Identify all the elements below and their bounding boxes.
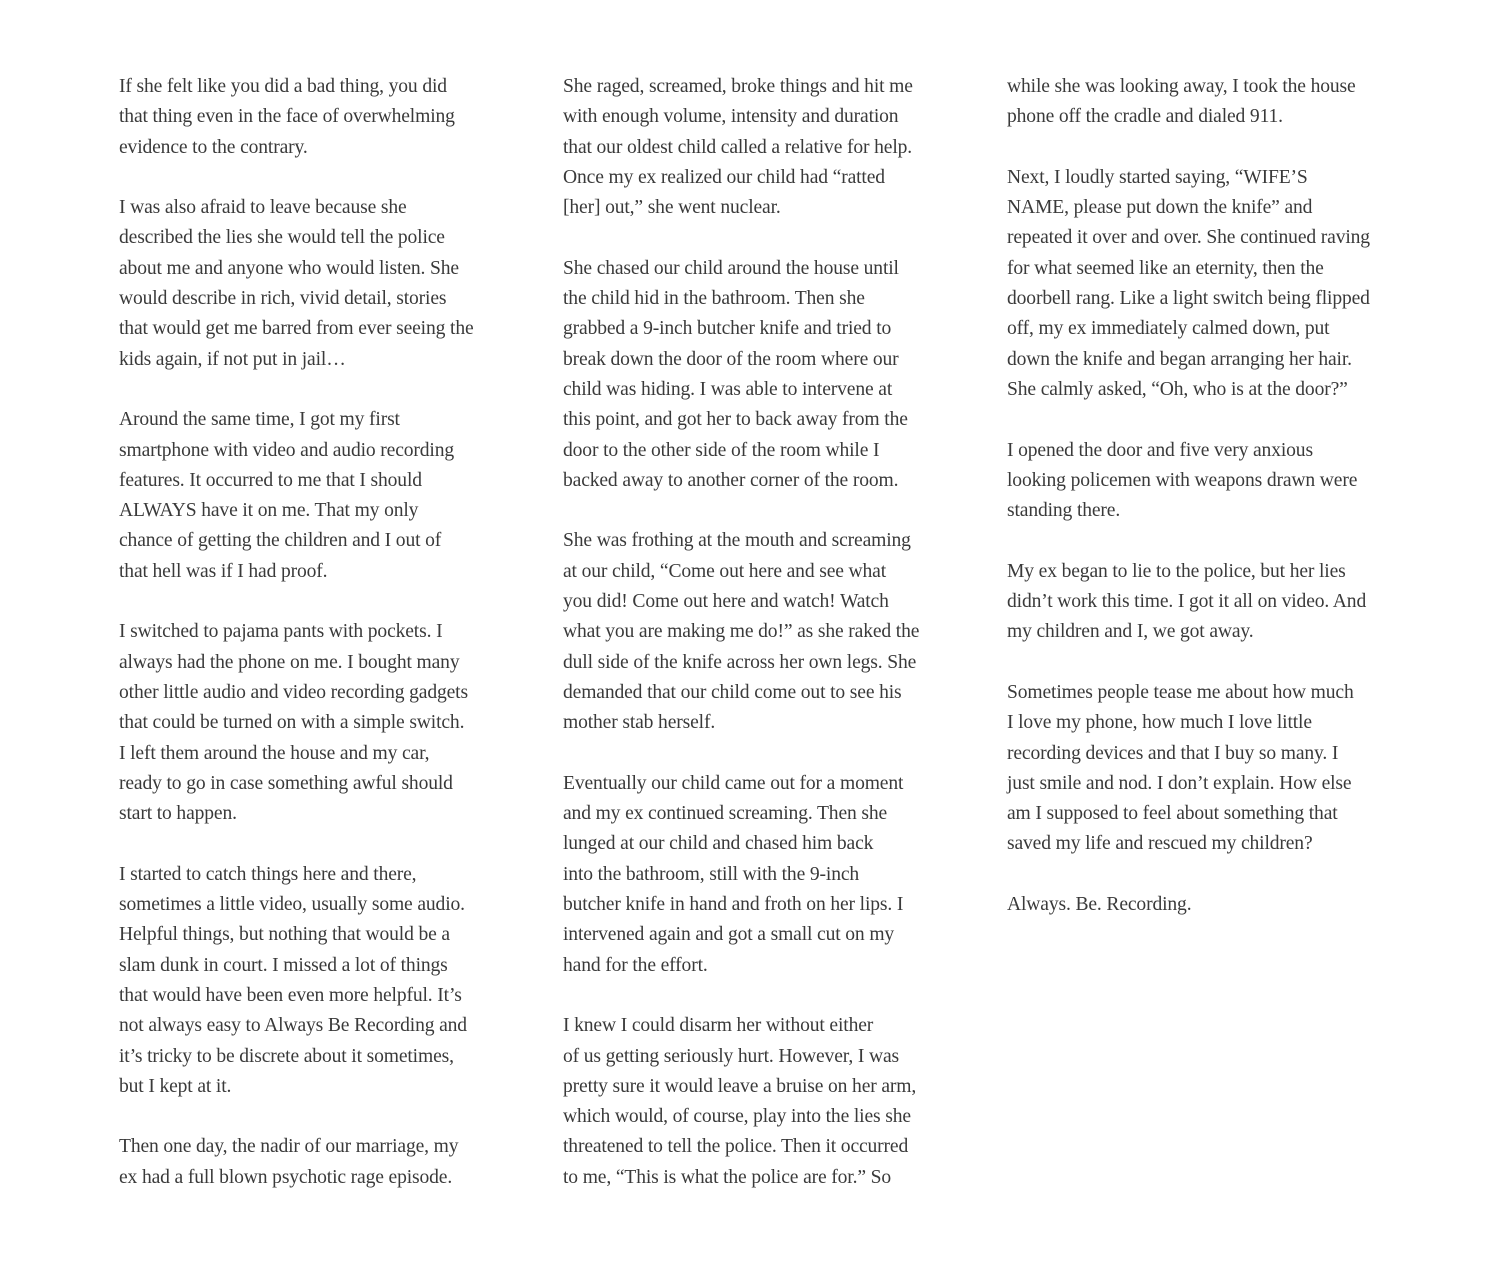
text-line: recording devices and that I buy so many. I — [1007, 742, 1339, 764]
text-column-3 — [1007, 72, 1417, 951]
text-line: doorbell rang. Like a light switch being flipped — [1007, 288, 1370, 310]
text-line: into the bathroom, still with the 9-inch — [563, 863, 860, 885]
text-line: this point, and got her to back away from the — [563, 409, 908, 431]
text-line: Sometimes people tease me about how much — [1007, 681, 1354, 703]
text-line: kids again, if not put in jail… — [119, 348, 346, 370]
text-line: Once my ex realized our child had “ratted — [563, 166, 885, 188]
text-line: off, my ex immediately calmed down, put — [1007, 318, 1330, 340]
text-line: my children and I, we got away. — [1007, 621, 1254, 643]
text-line: intervened again and got a small cut on my — [563, 924, 895, 946]
text-line: am I supposed to feel about something that — [1007, 803, 1338, 825]
paragraph — [1007, 163, 1417, 405]
text-line: demanded that our child come out to see his — [563, 681, 902, 703]
text-line: ready to go in case something awful should — [119, 772, 453, 794]
text-line: She was frothing at the mouth and screaming — [563, 530, 911, 552]
text-line: child was hiding. I was able to intervene at — [563, 378, 893, 400]
paragraph — [1007, 557, 1417, 648]
text-line: other little audio and video recording gadgets — [119, 681, 468, 703]
text-line: ex had a full blown psychotic rage episode. — [119, 1166, 453, 1188]
text-line: you did! Come out here and watch! Watch — [563, 591, 889, 613]
paragraph — [563, 769, 973, 981]
text-line: She chased our child around the house until — [563, 257, 899, 279]
text-line: I knew I could disarm her without either — [563, 1015, 874, 1037]
text-line: threatened to tell the police. Then it occurred — [563, 1136, 909, 1158]
text-line: features. It occurred to me that I should — [119, 469, 422, 491]
text-line: always had the phone on me. I bought many — [119, 651, 460, 673]
text-line: lunged at our child and chased him back — [563, 833, 874, 855]
text-line: that our oldest child called a relative for help. — [563, 136, 913, 158]
text-line: that would get me barred from ever seeing the — [119, 318, 474, 340]
paragraph — [119, 1132, 529, 1193]
text-line: standing there. — [1007, 500, 1121, 522]
text-line: grabbed a 9-inch butcher knife and tried to — [563, 318, 892, 340]
text-line: didn’t work this time. I got it all on video. And — [1007, 591, 1367, 613]
text-line: that would have been even more helpful. It’s — [119, 984, 462, 1006]
text-line: I love my phone, how much I love little — [1007, 712, 1312, 734]
paragraph — [1007, 890, 1417, 920]
paragraph — [563, 72, 973, 223]
text-line: and my ex continued screaming. Then she — [563, 803, 888, 825]
paragraph — [119, 405, 529, 587]
text-line: would describe in rich, vivid detail, stories — [119, 288, 447, 310]
text-line: I left them around the house and my car, — [119, 742, 430, 764]
text-line: sometimes a little video, usually some audio. — [119, 894, 465, 916]
text-line: saved my life and rescued my children? — [1007, 833, 1313, 855]
text-line: NAME, please put down the knife” and — [1007, 197, 1313, 219]
text-line: I switched to pajama pants with pockets. I — [119, 621, 443, 643]
text-line: Eventually our child came out for a moment — [563, 772, 904, 794]
text-line: Always. Be. Recording. — [1007, 894, 1192, 916]
text-line: door to the other side of the room while I — [563, 439, 880, 461]
text-line: described the lies she would tell the police — [119, 227, 445, 249]
text-line: butcher knife in hand and froth on her lips. I — [563, 894, 904, 916]
text-line: Around the same time, I got my first — [119, 409, 400, 431]
text-line: pretty sure it would leave a bruise on her arm, — [563, 1075, 917, 1097]
text-line: My ex began to lie to the police, but her lies — [1007, 560, 1346, 582]
paragraph — [119, 860, 529, 1102]
text-line: I started to catch things here and there, — [119, 863, 417, 885]
text-line: repeated it over and over. She continued raving — [1007, 227, 1370, 249]
paragraph — [563, 1011, 973, 1193]
text-line: slam dunk in court. I missed a lot of things — [119, 954, 448, 976]
text-line: She raged, screamed, broke things and hit me — [563, 76, 913, 97]
paragraph — [1007, 436, 1417, 527]
text-line: for what seemed like an eternity, then the — [1007, 257, 1324, 279]
paragraph — [119, 72, 529, 163]
paragraph — [563, 254, 973, 496]
text-line: that thing even in the face of overwhelming — [119, 106, 455, 128]
text-line: not always easy to Always Be Recording and — [119, 1015, 467, 1037]
text-line: evidence to the contrary. — [119, 136, 308, 158]
text-line: break down the door of the room where our — [563, 348, 899, 370]
text-line: start to happen. — [119, 803, 237, 825]
text-line: just smile and nod. I don’t explain. How else — [1007, 772, 1352, 794]
text-column-2 — [563, 72, 973, 1223]
text-line: down the knife and began arranging her hair. — [1007, 348, 1352, 370]
text-line: to me, “This is what the police are for.” So — [563, 1166, 892, 1188]
paragraph — [119, 617, 529, 829]
text-line: that could be turned on with a simple switch. — [119, 712, 465, 734]
text-line: Next, I loudly started saying, “WIFE’S — [1007, 166, 1308, 188]
text-line: mother stab herself. — [563, 712, 716, 734]
text-line: hand for the effort. — [563, 954, 708, 976]
text-line: ALWAYS have it on me. That my only — [119, 500, 419, 522]
text-line: while she was looking away, I took the house — [1007, 76, 1356, 97]
text-line: If she felt like you did a bad thing, you did — [119, 76, 447, 97]
text-line: the child hid in the bathroom. Then she — [563, 288, 865, 310]
text-line: but I kept at it. — [119, 1075, 232, 1097]
text-line: with enough volume, intensity and duration — [563, 106, 899, 128]
text-line: it’s tricky to be discrete about it sometimes, — [119, 1045, 454, 1067]
text-line: phone off the cradle and dialed 911. — [1007, 106, 1283, 128]
text-line: about me and anyone who would listen. She — [119, 257, 459, 279]
text-line: chance of getting the children and I out of — [119, 530, 442, 552]
paragraph — [119, 193, 529, 375]
text-column-1 — [119, 72, 529, 1223]
paragraph — [1007, 72, 1417, 133]
text-line: dull side of the knife across her own legs. She — [563, 651, 917, 673]
paragraph — [1007, 678, 1417, 860]
text-line: She calmly asked, “Oh, who is at the door?” — [1007, 378, 1348, 400]
text-line: looking policemen with weapons drawn were — [1007, 469, 1358, 491]
text-line: that hell was if I had proof. — [119, 560, 328, 582]
text-line: Helpful things, but nothing that would be a — [119, 924, 450, 946]
text-line: smartphone with video and audio recording — [119, 439, 455, 461]
text-line: I opened the door and five very anxious — [1007, 439, 1313, 461]
text-line: of us getting seriously hurt. However, I was — [563, 1045, 899, 1067]
text-line: I was also afraid to leave because she — [119, 197, 407, 219]
text-line: Then one day, the nadir of our marriage, my — [119, 1136, 459, 1158]
text-line: [her] out,” she went nuclear. — [563, 197, 781, 219]
text-line: what you are making me do!” as she raked the — [563, 621, 920, 643]
paragraph — [563, 526, 973, 738]
text-line: at our child, “Come out here and see what — [563, 560, 887, 582]
text-line: which would, of course, play into the lies she — [563, 1106, 911, 1128]
text-line: backed away to another corner of the room. — [563, 469, 899, 491]
